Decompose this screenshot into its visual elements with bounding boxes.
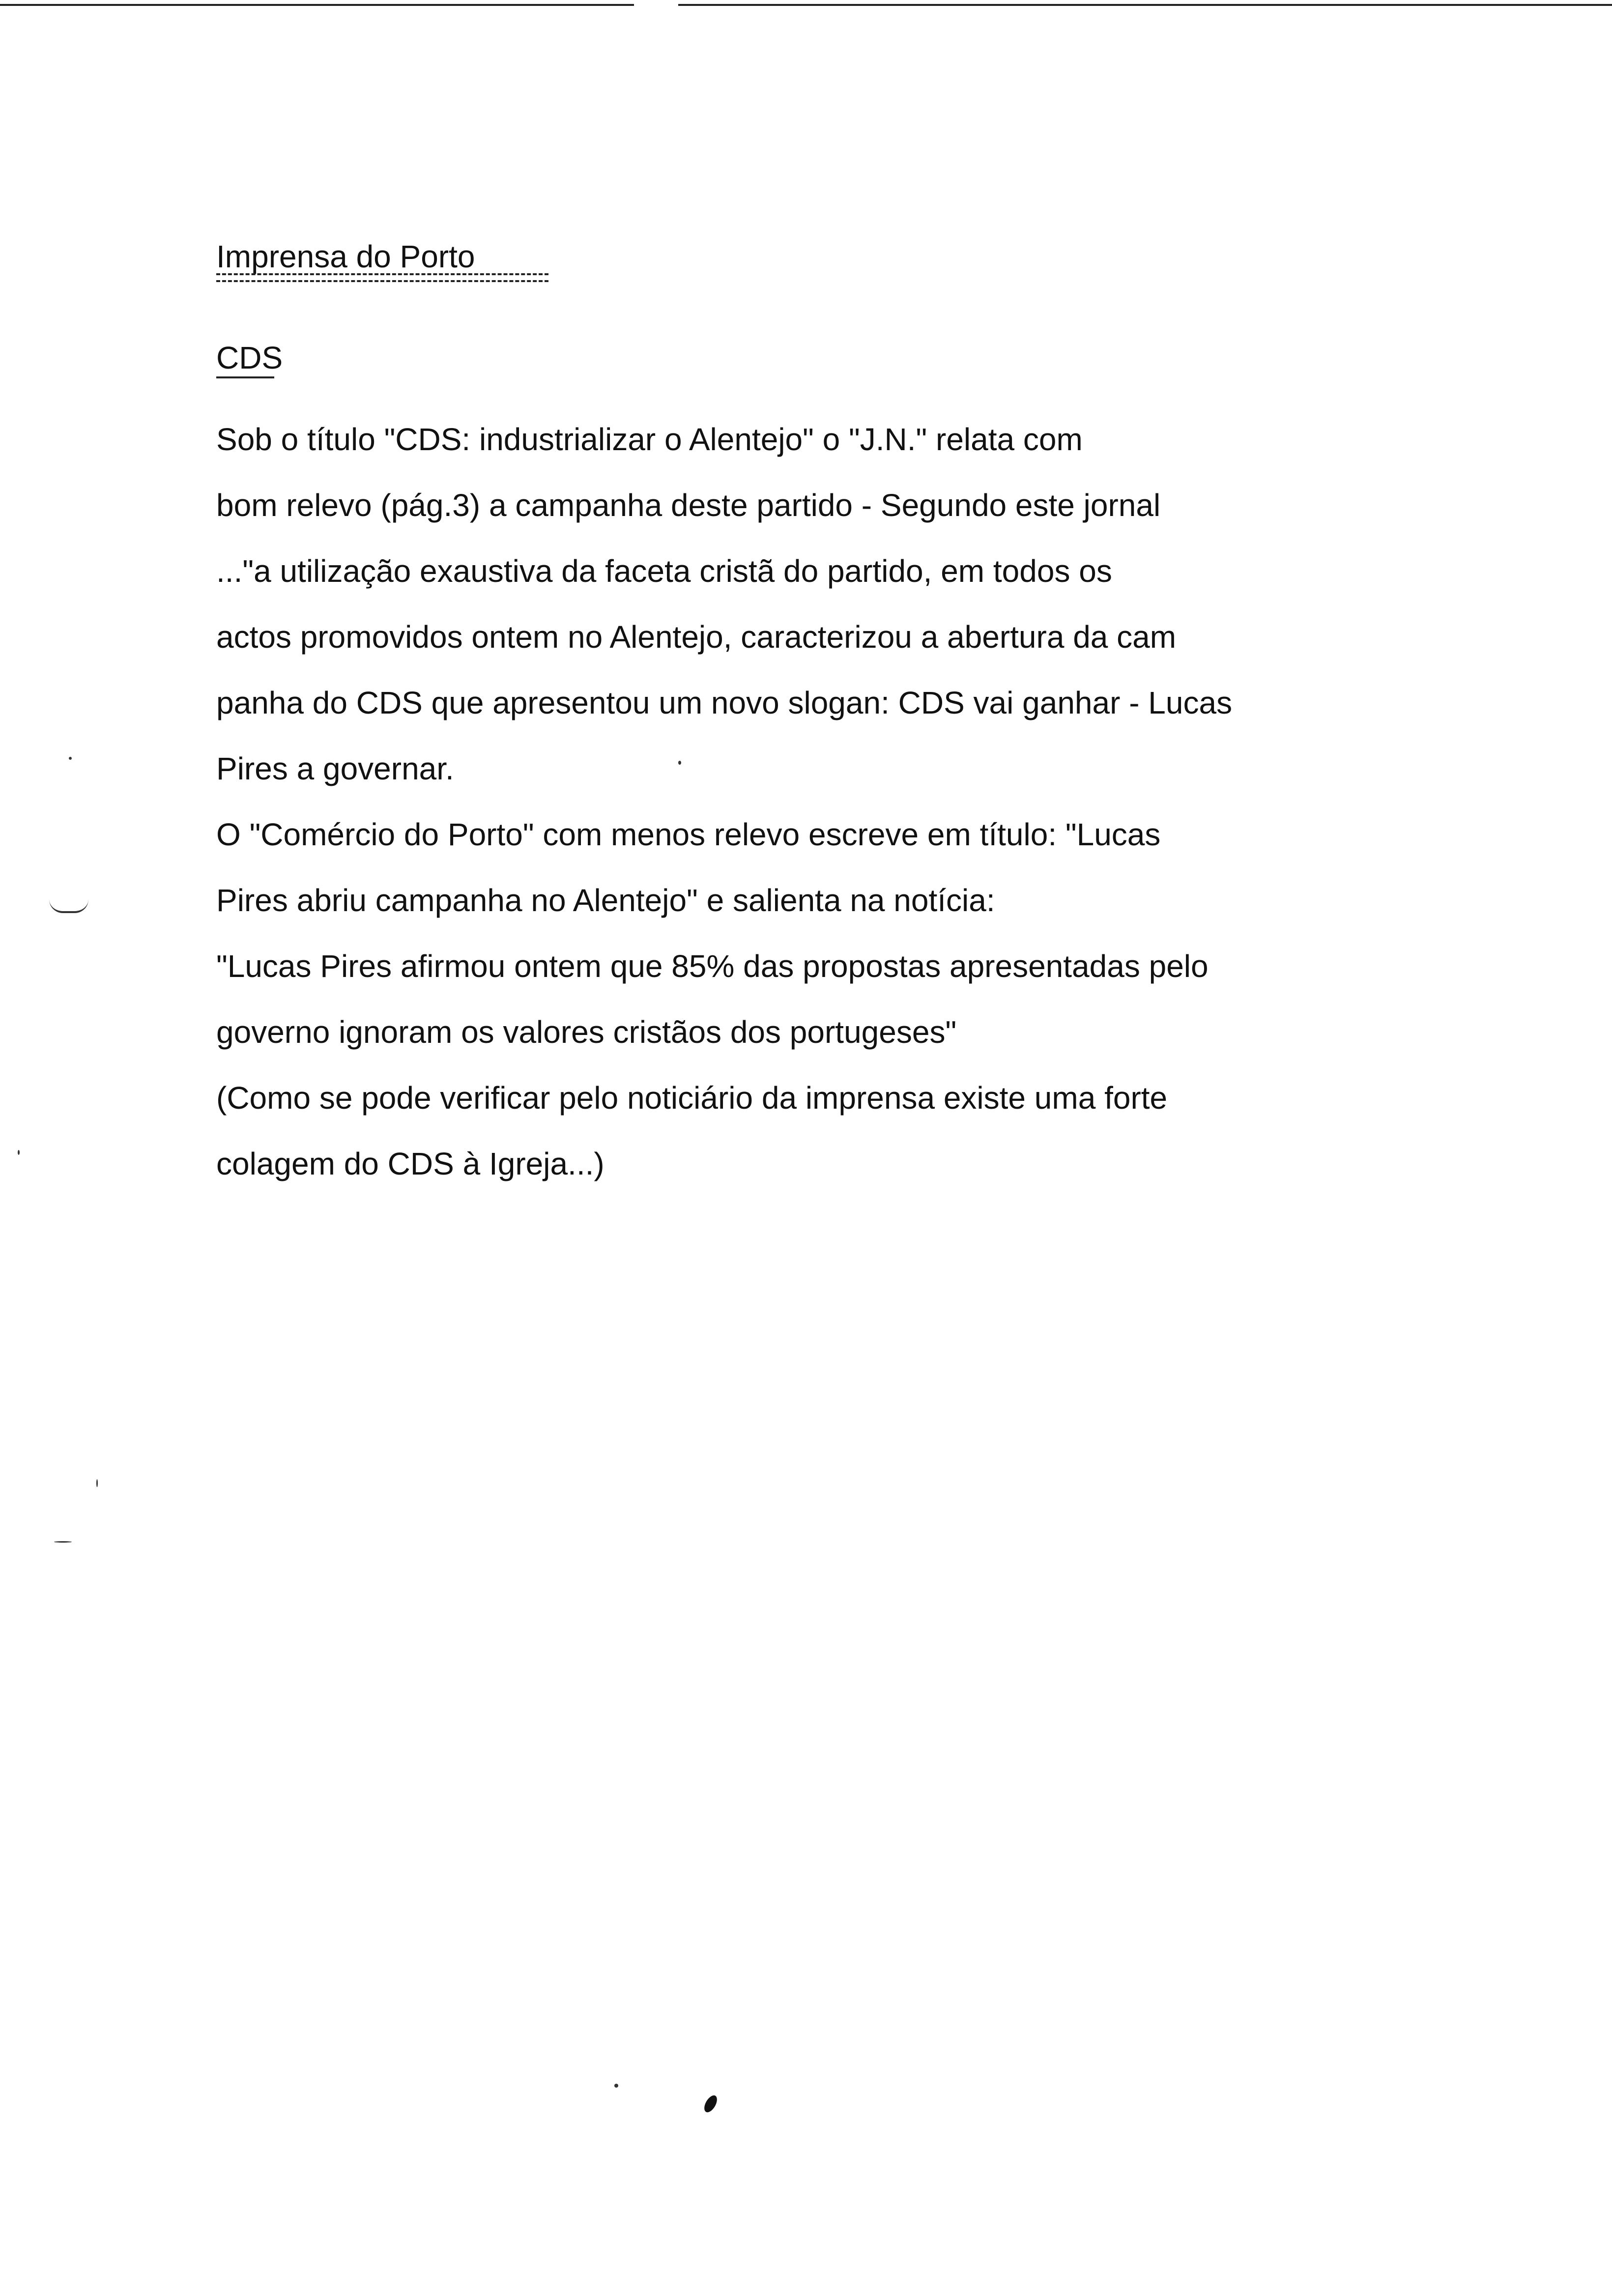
body-line-6: Pires a governar. — [216, 751, 454, 786]
margin-mark — [49, 899, 88, 913]
body-line-3: ..."a utilização exaustiva da faceta cristã do partido, em todos os — [216, 553, 1112, 589]
body-line-8: Pires abriu campanha no Alentejo" e salienta na notícia: — [216, 883, 995, 918]
scan-speck — [69, 757, 72, 760]
heading-double-underline — [216, 273, 548, 282]
body-line-5: panha do CDS que apresentou um novo slogan: CDS vai ganhar - Lucas — [216, 685, 1233, 720]
top-border-gap — [634, 3, 678, 7]
scan-speck — [18, 1150, 20, 1155]
body-line-7: O "Comércio do Porto" com menos relevo escreve em título: "Lucas — [216, 817, 1161, 852]
scan-speck — [678, 761, 681, 765]
section-heading: Imprensa do Porto — [216, 239, 475, 274]
body-line-12: colagem do CDS à Igreja...) — [216, 1146, 604, 1181]
scan-speck — [96, 1479, 98, 1487]
body-line-10: governo ignoram os valores cristãos dos portugeses" — [216, 1014, 957, 1050]
body-line-9: "Lucas Pires afirmou ontem que 85% das propostas apresentadas pelo — [216, 948, 1209, 984]
party-subheading: CDS — [216, 340, 283, 375]
scan-speck — [614, 2084, 618, 2088]
scan-speck — [54, 1541, 72, 1543]
body-line-2: bom relevo (pág.3) a campanha deste partido - Segundo este jornal — [216, 488, 1161, 523]
top-border-line — [0, 4, 1612, 6]
body-line-4: actos promovidos ontem no Alentejo, caracterizou a abertura da cam — [216, 619, 1177, 655]
subheading-underline — [216, 376, 274, 378]
body-line-11: (Como se pode verificar pelo noticiário da imprensa existe uma forte — [216, 1080, 1168, 1116]
body-line-1: Sob o título "CDS: industrializar o Alentejo" o "J.N." relata com — [216, 422, 1083, 457]
ink-blot — [702, 2094, 720, 2115]
